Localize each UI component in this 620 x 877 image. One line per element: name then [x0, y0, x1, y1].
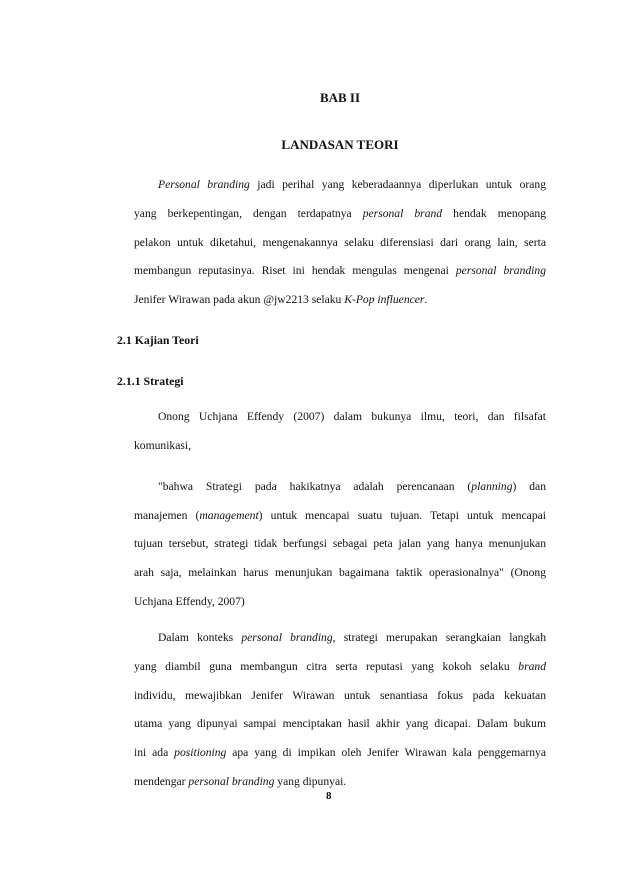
paragraph-2-line-1: Onong Uchjana Effendy (2007) dalam bukunya ilmu, teori, dan filsafat [158, 410, 546, 423]
paragraph-1-line-1: Personal branding jadi perihal yang keberadaannya diperlukan untuk orang [158, 178, 546, 191]
paragraph-3-line-4: utama yang dipunyai sampai menciptakan hasil akhir yang dicapai. Dalam bukum [134, 717, 546, 730]
paragraph-2-line-2: komunikasi, [134, 439, 192, 452]
paragraph-1-line-3: pelakon untuk diketahui, mengenakannya selaku diferensiasi dari orang lain, serta [134, 236, 546, 249]
quote-line-3: tujuan tersebut, strategi tidak berfungsi sebagai peta jalan yang hanya menunjukan [134, 537, 546, 550]
page-number: 8 [326, 790, 332, 802]
paragraph-3-line-6: mendengar personal branding yang dipunyai. [134, 775, 347, 788]
paragraph-3-line-2: yang diambil guna membangun citra serta reputasi yang kokoh selaku brand [134, 660, 546, 673]
paragraph-1-line-2: yang berkepentingan, dengan terdapatnya personal brand hendak menopang [134, 207, 547, 220]
paragraph-1-line-5: Jenifer Wirawan pada akun @jw2213 selaku K-Pop influencer. [134, 293, 428, 306]
quote-line-1: "bahwa Strategi pada hakikatnya adalah perencanaan (planning) dan [158, 480, 547, 493]
paragraph-1-line-4: membangun reputasinya. Riset ini hendak mengulas mengenai personal branding [134, 264, 546, 277]
chapter-title: LANDASAN TEORI [281, 137, 399, 152]
quote-line-2: manajemen (management) untuk mencapai suatu tujuan. Tetapi untuk mencapai [134, 509, 546, 522]
subsection-heading: 2.1.1 Strategi [117, 374, 184, 388]
chapter-number: BAB II [319, 90, 361, 105]
paragraph-3-line-5: ini ada positioning apa yang di impikan oleh Jenifer Wirawan kala penggemarnya [134, 746, 546, 759]
section-heading: 2.1 Kajian Teori [117, 333, 199, 347]
quote-line-4: arah saja, melainkan harus menunjukan bagaimana taktik operasionalnya" (Onong [134, 566, 546, 579]
paragraph-3-line-3: individu, mewajibkan Jenifer Wirawan untuk senantiasa fokus pada kekuatan [134, 689, 546, 702]
paragraph-3-line-1: Dalam konteks personal branding, strategi merupakan serangkaian langkah [158, 631, 546, 644]
quote-line-5: Uchjana Effendy, 2007) [134, 595, 245, 608]
